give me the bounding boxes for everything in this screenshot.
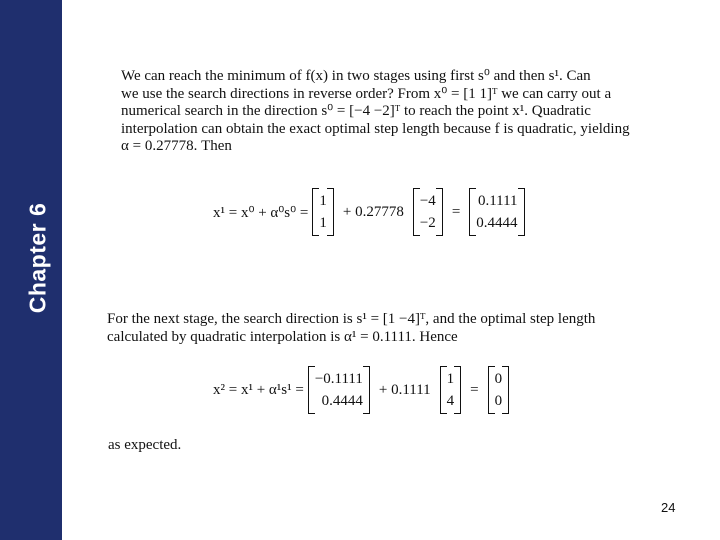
matrix-cell: −0.1111 [314, 371, 363, 387]
matrix-cell: 4 [446, 393, 455, 409]
equation-2 [213, 366, 513, 414]
matrix-cell: 0 [494, 393, 503, 409]
matrix-cell: 0.1111 [477, 193, 518, 209]
matrix-cell: 1 [319, 193, 327, 209]
matrix-cell: 0.4444 [476, 215, 518, 231]
equation-lhs: x² = x¹ + α¹s¹ = [213, 381, 304, 398]
text-line: interpolation can obtain the exact optimal step length because f is quadratic, yielding [121, 120, 630, 137]
paragraph-2 [107, 311, 595, 346]
text-line: For the next stage, the search direction is s¹ = [1 −4]ᵀ, and the optimal step length [107, 311, 596, 327]
plus-term: + 0.1111 [378, 381, 431, 398]
text-line: numerical search in the direction s⁰ = [−4 −2]ᵀ to reach the point x¹. Quadratic [121, 103, 591, 119]
matrix-cell: 1 [446, 371, 455, 387]
text-line: we use the search directions in reverse order? From x⁰ = [1 1]ᵀ we can carry out a [121, 85, 612, 102]
matrix-x1 [469, 188, 524, 236]
page-number: 24 [661, 500, 676, 515]
matrix-x0 [312, 188, 334, 236]
matrix-cell: 0.4444 [321, 393, 363, 409]
matrix-x2 [488, 366, 510, 414]
matrix-x1 [308, 366, 370, 414]
paragraph-1 [121, 68, 630, 156]
equation-lhs: x¹ = x⁰ + α⁰s⁰ = [213, 204, 309, 221]
equation-1 [213, 188, 529, 236]
matrix-cell: −2 [419, 215, 436, 231]
matrix-cell: −4 [419, 193, 436, 209]
text-line: α = 0.27778. Then [121, 138, 232, 154]
matrix-s0 [413, 188, 443, 236]
matrix-s1 [440, 366, 462, 414]
plus-term: + 0.27778 [342, 203, 404, 220]
text-line: calculated by quadratic interpolation is α¹ = 0.1111. Hence [107, 328, 458, 345]
equals-sign: = [470, 381, 479, 398]
chapter-sidebar [0, 0, 62, 540]
closing-text: as expected. [108, 437, 182, 453]
chapter-label: Chapter 6 [24, 202, 51, 314]
equals-sign: = [451, 203, 461, 220]
matrix-cell: 0 [494, 371, 503, 387]
matrix-cell: 1 [319, 215, 327, 231]
text-line: We can reach the minimum of f(x) in two stages using first s⁰ and then s¹. Can [121, 68, 591, 84]
